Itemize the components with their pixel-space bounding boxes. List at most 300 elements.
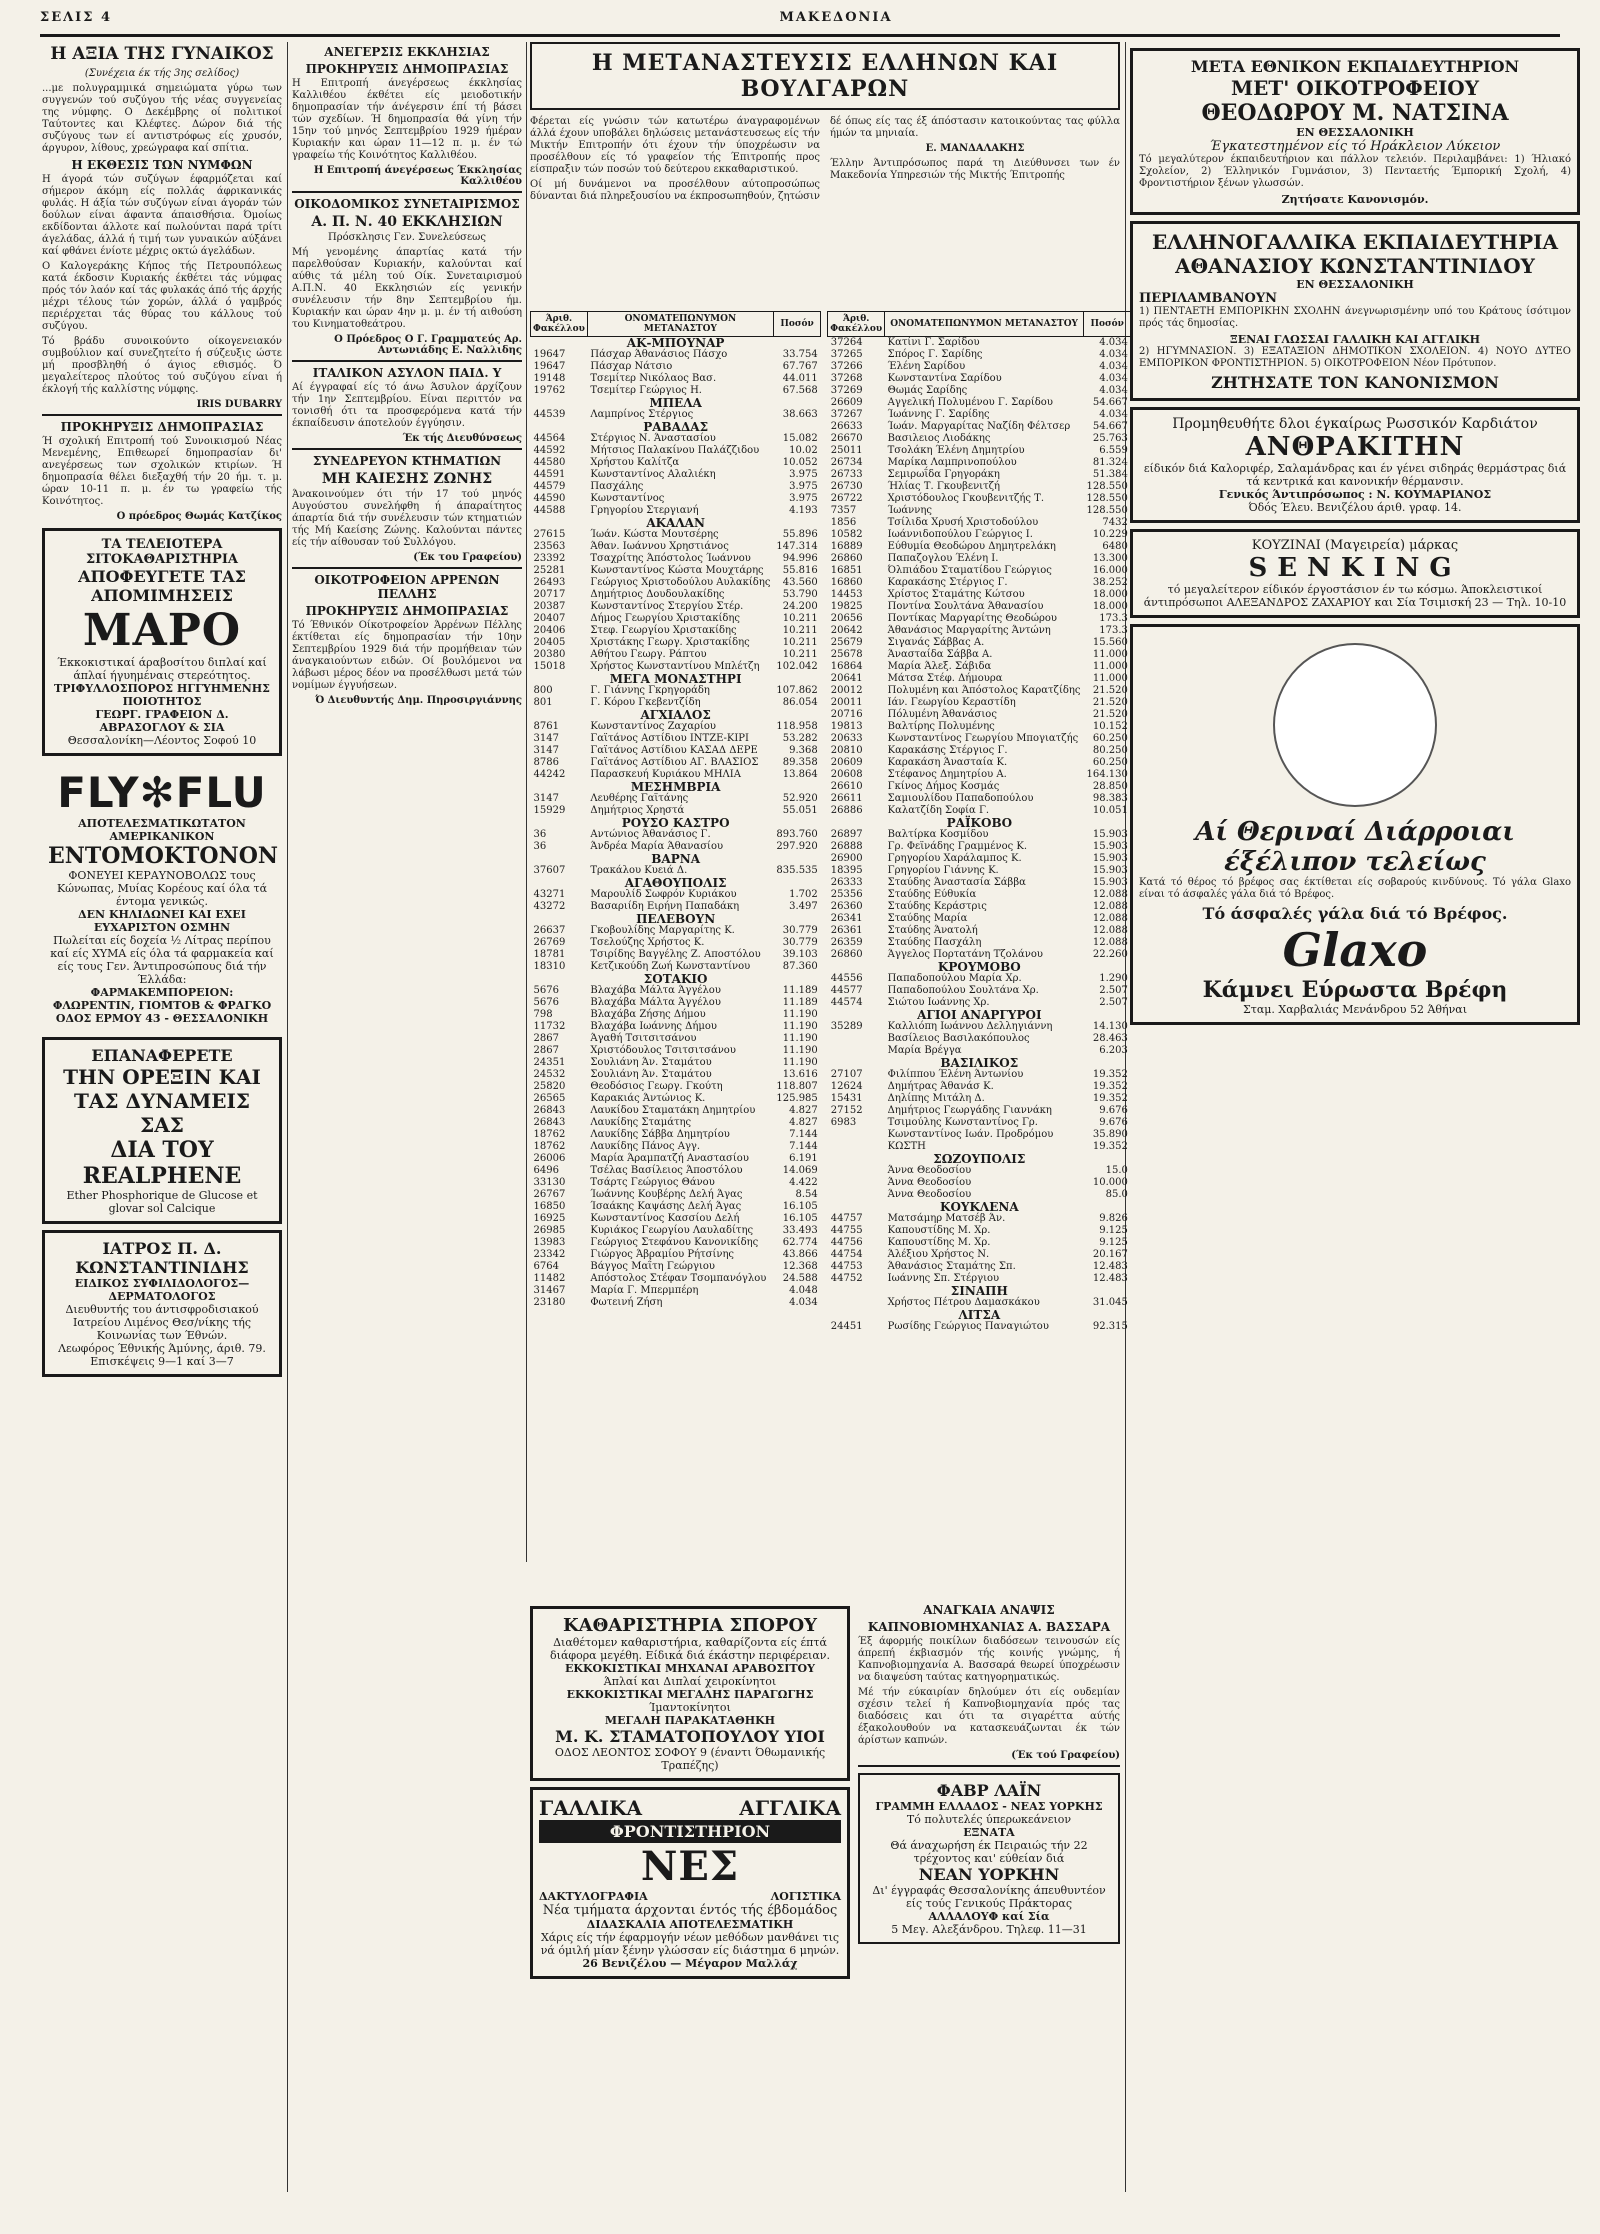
ticket-number: 18310 <box>533 961 566 972</box>
notice-heading: ΟΙΚΟΔΟΜΙΚΟΣ ΣΥΝΕΤΑΙΡΙΣΜΟΣ <box>294 197 520 211</box>
ticket-number: 27615 <box>533 529 566 540</box>
amount: 3.975 <box>789 469 818 480</box>
amount: 19.352 <box>1092 1069 1128 1080</box>
emigrant-name: Δημήτριος Χρηστά <box>590 805 685 816</box>
emigrant-name: Βλαχάβα Ζήσης Δήμου <box>590 1009 706 1020</box>
emigrant-name: Καρακιάς Άντώνιος Κ. <box>590 1093 706 1104</box>
ticket-number: 20641 <box>830 673 863 684</box>
ticket-number: 44757 <box>830 1213 863 1224</box>
amount: 12.368 <box>782 1261 818 1272</box>
amount: 6.191 <box>789 1153 818 1164</box>
ticket-number: 20656 <box>830 613 863 624</box>
town-heading: ΚΟΥΚΛΕΝΑ <box>940 1200 1019 1214</box>
ticket-number: 8761 <box>533 721 559 732</box>
amount: 39.103 <box>782 949 818 960</box>
town-heading: ΣΟΤΑΚΙΟ <box>643 972 708 986</box>
ticket-number: 23563 <box>533 541 566 552</box>
ticket-number: 31467 <box>533 1285 566 1296</box>
ticket-header: Άριθ. Φακέλλου <box>531 312 588 337</box>
ad-senking <box>1130 529 1580 618</box>
emigrant-name: Ίωάννης <box>887 505 932 516</box>
amount: 4.034 <box>1099 385 1128 396</box>
ad-doctor-address: Λεωφόρος Έθνικής Άμύνης, άριθ. 79. Επισκέψεις 9—1 καί 3—7 <box>58 1342 266 1368</box>
amount: 98.383 <box>1092 793 1128 804</box>
emigrant-name: Βλαχάβα Μάλτα Άγγέλου <box>590 997 721 1008</box>
ticket-number: 43272 <box>533 901 566 912</box>
ticket-number: 20011 <box>830 697 863 708</box>
emigrant-name: Κετζικούδη Ζωή Κωνσταντίνου <box>590 961 751 972</box>
table-row <box>531 1141 821 1153</box>
column-4 <box>1130 42 1580 2192</box>
ad-school-subject: ΛΟΓΙΣΤΙΚΑ <box>770 1890 841 1903</box>
article-subtitle: (Συνέχεια έκ τής 3ης σελίδος) <box>84 68 240 79</box>
town-heading: ΒΑΡΝΑ <box>651 852 701 866</box>
emigrant-name: Τσεμίτερ Νικόλαος Βασ. <box>590 373 717 384</box>
emigrant-name: Άγαθή Τσιτσιτσάνου <box>590 1033 697 1044</box>
ticket-number: 16864 <box>830 661 863 672</box>
bottom-right-ads <box>858 1600 1120 2190</box>
emigrant-name: Κωνσταντίνος Στεργίου Στέρ. <box>590 601 744 612</box>
emigrant-name: Άνδρέα Μαρία Άθανασίου <box>590 841 724 852</box>
table-row <box>828 397 1131 409</box>
ad-school-brand: ΝΕΣ <box>640 1843 740 1890</box>
table-row <box>531 685 821 697</box>
notice-text: Τό Έθνικόν Οίκοτροφείον Άρρένων Πέλλης έκτίθεται είς δημοπρασίαν τήν 10ην Σεπτεμβρίου 1929 διά τήν προμήθειαν τών άναγκαιούντων ειδών. Οί βουλόμενοι να λάβωσι μέρος δέον να προσέλθωσι μετά τών νομίμων έγγυήσεων. <box>292 620 522 691</box>
emigrant-name: Πόλυμένη Άθανάσιος <box>887 709 997 720</box>
ticket-number: 44242 <box>533 769 566 780</box>
ad-natsina-school <box>1130 48 1580 215</box>
ticket-number <box>828 1129 885 1141</box>
table-row <box>531 493 821 505</box>
amount: 10.229 <box>1092 529 1128 540</box>
amount: 10.211 <box>782 625 818 636</box>
ticket-number: 44754 <box>830 1249 863 1260</box>
emigrant-name: Καπουστίδης Μ. Χρ. <box>887 1237 991 1248</box>
emigrant-name: Κυριάκος Γεωργίου Λαυλαδίτης <box>590 1225 754 1236</box>
ticket-number: 20012 <box>830 685 863 696</box>
emigrant-name: Ιάν. Γεωργίου Κεραστίδη <box>887 697 1016 708</box>
amount: 89.358 <box>782 757 818 768</box>
amount: 33.754 <box>782 349 818 360</box>
ticket-number: 25820 <box>533 1081 566 1092</box>
ticket-number: 25011 <box>830 445 863 456</box>
ticket-number: 15018 <box>533 661 566 672</box>
ad-glaxo-text: Κατά τό θέρος τό βρέφος σας έκτίθεται είς σοβαρούς κινδύνους. Τό γάλα Glaxo είναι τό άσφαλές γάλα διά τό Βρέφος. <box>1139 877 1571 900</box>
ticket-number: 27107 <box>830 1069 863 1080</box>
table-row <box>531 889 821 901</box>
table-row <box>828 637 1131 649</box>
ticket-number: 20405 <box>533 637 566 648</box>
ad-doctor-spec: ΕΙΔΙΚΟΣ ΣΥΦΙΛΙΔΟΛΟΓΟΣ—ΔΕΡΜΑΤΟΛΟΓΟΣ <box>74 1277 250 1303</box>
emigrant-name: Γκίνος Δήμος Κοσμάς <box>887 781 1000 792</box>
notice-text: Αί έγγραφαί είς τό άνω Άσυλον άρχίζουν τήν 1ην Σεπτεμβρίου. Είναι περιττόν να τονισθή ότι τα προσφερόμενα κατά τήν έκπαίδευσιν άποτελούν έγγύησιν. <box>292 382 522 429</box>
emigrant-name: Εύθυμία Θεοδώρου Δημητρελάκη <box>887 541 1056 552</box>
emigrant-name: Σταύδης Μαρία <box>887 913 968 924</box>
article-subheading: Η ΕΚΘΕΣΙΣ ΤΩΝ ΝΥΜΦΩΝ <box>71 158 253 172</box>
amount: 94.996 <box>782 553 818 564</box>
amount: 3.975 <box>789 493 818 504</box>
table-row <box>531 433 821 445</box>
ticket-number: 20642 <box>830 625 863 636</box>
amount: 118.958 <box>776 721 818 732</box>
ad-flyflu-line: ΦΟΝΕΥΕΙ ΚΕΡΑΥΝΟΒΟΛΩΣ τους Κώνωπας, Μυίας Κορέους καί όλα τά έντομα γενικώς. <box>56 869 268 908</box>
emigrant-name: Λαυκίδης Σταμάτης <box>590 1117 692 1128</box>
ticket-number: 14453 <box>830 589 863 600</box>
emigrant-name: Ιωάννης Σπ. Στέργιου <box>887 1273 1000 1284</box>
emigrant-name: Δημήτρας Άθανάσ Κ. <box>887 1081 994 1092</box>
ticket-number: 7357 <box>830 505 857 516</box>
table-row <box>531 1249 821 1261</box>
ticket-number: 25678 <box>830 649 863 660</box>
table-row <box>531 589 821 601</box>
notice-title: ΜΗ ΚΑΙΕΣΗΣ ΖΩΝΗΣ <box>321 471 493 487</box>
emigrant-name: Σταύδης Άναστασία Σάββα <box>887 877 1026 888</box>
table-row <box>531 925 821 937</box>
table-row <box>531 829 821 841</box>
ad-konst-signature: ΖΗΤΗΣΑΤΕ ΤΟΝ ΚΑΝΟΝΙΣΜΟΝ <box>1211 373 1499 392</box>
ad-seeds-line: ΕΚΚΟΚΙΣΤΙΚΑΙ ΜΕΓΑΛΗΣ ΠΑΡΑΓΩΓΗΣ <box>566 1688 814 1701</box>
ticket-number: 44574 <box>830 997 863 1008</box>
emigrant-name: Τσάρτς Γεώργιος Θάνου <box>590 1177 715 1188</box>
amount: 55.051 <box>782 805 818 816</box>
amount: 893.760 <box>776 829 818 840</box>
ad-maro-brand: ΜΑΡΟ <box>82 605 242 656</box>
amount: 4.034 <box>1099 361 1128 372</box>
amount: 11.189 <box>782 997 818 1008</box>
ticket-number: 44564 <box>533 433 566 444</box>
article-title: Η ΑΞΙΑ ΤΗΣ ΓΥΝΑΙΚΟΣ <box>50 44 274 64</box>
emigrant-name: Πάσχαρ Νάτσιο <box>590 361 673 372</box>
table-row <box>828 913 1131 925</box>
ad-natsina-name: ΘΕΟΔΩΡΟΥ Μ. ΝΑΤΣΙΝΑ <box>1201 100 1509 126</box>
ad-maro-address: Θεσσαλονίκη—Λέοντος Σοφού 10 <box>67 734 257 747</box>
table-row <box>828 373 1131 385</box>
amount: 11.000 <box>1092 673 1128 684</box>
table-row <box>828 901 1131 913</box>
ticket-number: 43271 <box>533 889 566 900</box>
ticket-number: 44577 <box>830 985 863 996</box>
table-row <box>828 613 1131 625</box>
amount: 16.105 <box>782 1213 818 1224</box>
name-header: ΟΝΟΜΑΤΕΠΩΝΥΜΟΝ ΜΕΤΑΝΑΣΤΟΥ <box>885 312 1084 337</box>
emigrant-name: Γιώργος Άβραμίου Ρήτσίνης <box>590 1249 735 1260</box>
table-row <box>828 1081 1131 1093</box>
emigrant-name: Κωνσταντίνα Σαρίδου <box>887 373 1002 384</box>
ticket-number: 12624 <box>830 1081 863 1092</box>
ad-ship-line: Θά άναχωρήση έκ Πειραιώς τήν 22 τρέχοντος και' εύθείαν διά <box>890 1839 1088 1865</box>
ad-flyflu-line: Πωλείται είς δοχεία ½ Λίτρας περίπου καί είς ΧΥΜΑ είς όλα τά φαρμακεία καί είς τους Γεν. Άντιπροσώπους διά τήν Έλλάδα: <box>50 934 274 986</box>
emigrant-name: Χριστάκης Γεωργ. Χριστακίδης <box>590 637 750 648</box>
emigrant-name: Σταύδης Άνατολή <box>887 925 978 936</box>
emigrant-name: Τσίλιδα Χρυσή Χριστοδούλου <box>887 517 1039 528</box>
amount: 15.903 <box>1092 829 1128 840</box>
emigrant-name: Γαϊτάνος Αστίδιου ΑΓ. ΒΛΑΣΙΟΣ <box>590 757 759 768</box>
ad-tobacco-signature: (Έκ τού Γραφείου) <box>1011 1750 1120 1761</box>
notice-text: Άνακοινούμεν ότι τήν 17 τού μηνός Αυγούστου συνελήφθη ή άπαραίτητος άπαρτία διά τήν συνέλευσιν τών κτηματιών τής Μή Καείσης Ζώνης. Καλούνται πάντες είς τήν αίθουσαν τού Συλλόγου. <box>292 489 522 548</box>
ad-konst-text: 1) ΠΕΝΤΑΕΤΗ ΕΜΠΟΡΙΚΗΝ ΣΧΟΛΗΝ άνεγνωρισμένην υπό του Κράτους ίσότιμον πρός τάς δημοσίας. <box>1139 306 1571 329</box>
table-row <box>828 1105 1131 1117</box>
amount: 87.360 <box>782 961 818 972</box>
emigrant-name: Όλπιάδου Σταματίδου Γεώργιος <box>887 565 1052 576</box>
ticket-number: 6983 <box>830 1117 857 1128</box>
emigrant-name: Χρήστου Καλίτζα <box>590 457 680 468</box>
amount: 3.975 <box>789 481 818 492</box>
ad-flyflu-line: ΟΔΟΣ ΕΡΜΟΥ 43 - ΘΕΣΣΑΛΟΝΙΚΗ <box>55 1012 269 1025</box>
amount: 43.560 <box>782 577 818 588</box>
emigrant-name: Στέφανος Δημητρίου Α. <box>887 769 1007 780</box>
ticket-number: 26359 <box>830 937 863 948</box>
table-row <box>531 1273 821 1285</box>
emigrant-name: Τσιμούλης Κωνσταντίνος Γρ. <box>887 1117 1038 1128</box>
ticket-number: 16925 <box>533 1213 566 1224</box>
ad-flyflu-line: ΔΕΝ ΚΗΛΙΔΩΝΕΙ ΚΑΙ ΕΧΕΙ ΕΥΧΑΡΙΣΤΟΝ ΟΣΜΗΝ <box>78 908 246 934</box>
ad-seed-cleaners <box>530 1606 850 1781</box>
table-row <box>828 709 1131 721</box>
town-heading: ΑΓΑΘΟΥΠΟΛΙΣ <box>624 876 727 890</box>
ad-seeds-address: ΟΔΟΣ ΛΕΟΝΤΟΣ ΣΟΦΟΥ 9 (έναντι Όθωμανικής Τραπέζης) <box>554 1746 826 1772</box>
emigration-intro <box>530 116 1120 311</box>
table-row <box>828 877 1131 889</box>
emigrant-name: Μάτσα Στέφ. Δήμουρα <box>887 673 1003 684</box>
table-row <box>828 469 1131 481</box>
emigrant-name: Ματσάμηρ Ματσέβ Άν. <box>887 1213 1006 1224</box>
amount: 15.082 <box>782 433 818 444</box>
ticket-number: 26897 <box>830 829 863 840</box>
amount: 21.520 <box>1092 709 1128 720</box>
amount: 13.300 <box>1092 553 1128 564</box>
emigrant-name: Ίωάννης Κουβέρης Δελή Άγας <box>590 1189 743 1200</box>
ad-ship-title: ΦΑΒΡ ΛΑΪΝ <box>936 1781 1042 1800</box>
table-row <box>828 409 1131 421</box>
amount: 60.250 <box>1092 757 1128 768</box>
amount: 16.000 <box>1092 565 1128 576</box>
ticket-number: 37267 <box>830 409 863 420</box>
emigrant-name: ΚΩΣΤΗ <box>887 1141 926 1152</box>
ticket-number: 20716 <box>830 709 863 720</box>
table-row <box>828 781 1131 793</box>
amount: 67.568 <box>782 385 818 396</box>
emigrant-name: Χρίστος Σταμάτης Κώτσου <box>887 589 1025 600</box>
table-row <box>531 1153 821 1165</box>
column-2 <box>292 42 522 1192</box>
ticket-number: 20633 <box>830 733 863 744</box>
table-row <box>828 1033 1131 1045</box>
emigrant-name: Βλαχάβα Ιωάννης Δήμου <box>590 1021 717 1032</box>
ticket-number: 3147 <box>533 733 559 744</box>
newspaper-name: ΜΑΚΕΔΟΝΙΑ <box>779 10 893 25</box>
amount: 22.260 <box>1092 949 1128 960</box>
amount: 55.896 <box>782 529 818 540</box>
column-3 <box>530 42 1128 1562</box>
ticket-number: 15929 <box>533 805 566 816</box>
emigrant-name: Λευθέρης Γαϊτάνης <box>590 793 689 804</box>
ticket-number: 26633 <box>830 421 863 432</box>
masthead <box>40 10 1560 37</box>
table-row <box>531 637 821 649</box>
ad-school-lang: ΓΑΛΛΙΚΑ <box>539 1796 643 1820</box>
emigrant-name: Θωμάς Σαρίδης <box>887 385 968 396</box>
amount: 13.864 <box>782 769 818 780</box>
ticket-number: 13983 <box>533 1237 566 1248</box>
ad-tobacco-text: Μέ τήν εύκαιρίαν δηλούμεν ότι είς ουδεμίαν σχέσιν τελεί ή Καπνοβιομηχανία πρός τας διαδόσεις και ότι τα σιγαρέττα αύτής έξακολουθούν να κατασκευάζωνται έκ τών άρίστων καπνών. <box>858 1687 1120 1746</box>
amount: 35.890 <box>1092 1129 1128 1140</box>
ad-natsina-top: ΜΕΤΑ ΕΘΝΙΚΟΝ ΕΚΠΑΙΔΕΥΤΗΡΙΟΝ <box>1190 57 1520 76</box>
ticket-number: 26843 <box>533 1105 566 1116</box>
amount: 6.203 <box>1099 1045 1128 1056</box>
amount: 11.190 <box>782 1021 818 1032</box>
ticket-number: 26985 <box>533 1225 566 1236</box>
table-row <box>531 1045 821 1057</box>
article-paragraph: ...με πολυγραμμικά σημειώματα γύρω των συγγενών τού συζύγου τής νέας συγγενείας της νύμφης. Ο Δεκέμβρης οί πολιτικοί Ταύτοντες και Κλέφτες. Δώρον διά τής συζύγους των εί αντιστρόφως είς χρυσόν, άργυρον, λίθους, χρεώγραφα καί σπίτια. <box>42 83 282 154</box>
amount: 173.3 <box>1099 625 1128 636</box>
ticket-number: 20810 <box>830 745 863 756</box>
emigrant-name: Στεφ. Γεωργίου Χριστακίδης <box>590 625 737 636</box>
amount: 6.559 <box>1099 445 1128 456</box>
emigrant-name: Δηλίπης Μιτάλη Δ. <box>887 1093 985 1104</box>
emigrant-name: Ρωσίδης Γεώργιος Παναγιώτου <box>887 1321 1049 1332</box>
ad-seeds-line: Άπλαί και Διπλαί χειροκίνητοι <box>603 1675 777 1688</box>
notice-heading: ΟΙΚΟΤΡΟΦΕΙΟΝ ΑΡΡΕΝΩΝ ΠΕΛΛΗΣ <box>314 573 500 601</box>
ticket-number: 20609 <box>830 757 863 768</box>
emigrant-name: Μαρία Άραμπατζή Αναστασίου <box>590 1153 749 1164</box>
amount: 11.189 <box>782 985 818 996</box>
amount: 43.866 <box>782 1249 818 1260</box>
emigrant-name: Γ. Κόρου Γκεβεντζίδη <box>590 697 701 708</box>
emigrant-name: Καρακάσης Στέργιος Γ. <box>887 745 1008 756</box>
ticket-number: 26888 <box>830 841 863 852</box>
amount: 12.088 <box>1092 925 1128 936</box>
notice-text: Η Επιτροπή άνεγέρσεως έκκλησίας Καλλιθέου έκθέτει είς μειοδοτικήν δημοπρασίαν τήν άνέγερσιν έπί τή βάσει τών σχεδίων. Ή δημοπρασία θά γίνη τήν 15ην τού μηνός Σεπτεμβρίου 1929 ήμέραν Κυριακήν και ώραν 11—12 π. μ. έν τώ γραφείω τής Κοινότητος Καλλιθέου. <box>292 78 522 161</box>
emigrant-name: Τσιρίδης Βαγγέλης Ζ. Αποστόλου <box>590 949 761 960</box>
ticket-number: 23392 <box>533 553 566 564</box>
emigrant-name: Κωνσταντίνος Αλαλιέκη <box>590 469 716 480</box>
emigrant-name: Λαυκίδης Σάββα Δημητρίου <box>590 1129 730 1140</box>
emigrant-name: Τσεμίτερ Γεώργιος Η. <box>590 385 702 396</box>
ad-seeds-company: Μ. Κ. ΣΤΑΜΑΤΟΠΟΥΛΟΥ ΥΙΟΙ <box>555 1727 825 1746</box>
notice-text: Μή γενομένης άπαρτίας κατά τήν παρελθούσαν Κυριακήν, καλούνται καί αύθις τά μέλη τού Οίκ. Συνεταιρισμού Α.Π.Ν. 40 Εκκλησιών είς γενικήν συνέλευσιν τήν 8ην Σεπτεμβρίου ήμ. Κυριακήν και ώραν 4ην μ. μ. έν τή αιθούση του Κινηματοθεάτρου. <box>292 247 522 330</box>
emigrant-name: Κωνσταντίνος Κώστα Μουχτάρης <box>590 565 764 576</box>
amount: 4.422 <box>789 1177 818 1188</box>
table-row <box>828 733 1131 745</box>
table-row <box>531 565 821 577</box>
ticket-number: 26565 <box>533 1093 566 1104</box>
emigrant-name: Φωτεινή Ζήση <box>590 1297 663 1308</box>
amount: 53.282 <box>782 733 818 744</box>
ticket-number: 44755 <box>830 1225 863 1236</box>
table-row <box>828 361 1131 373</box>
ticket-number: 44756 <box>830 1237 863 1248</box>
amount: 44.011 <box>782 373 818 384</box>
ad-senking-brand: SENKING <box>1248 553 1462 583</box>
emigrant-name: Δήμος Γεωργίου Χριστακίδης <box>590 613 741 624</box>
amount: 15.903 <box>1092 853 1128 864</box>
emigrant-name: Γαϊτάνος Αστίδιου ΙΝΤΖΕ-ΚΙΡΙ <box>590 733 749 744</box>
table-row <box>531 985 821 997</box>
amount: 18.000 <box>1092 601 1128 612</box>
ticket-number: 44588 <box>533 505 566 516</box>
table-row <box>828 1069 1131 1081</box>
table-row <box>828 865 1131 877</box>
emigrant-name: Κωνσταντίνος <box>590 493 665 504</box>
amount: 11.190 <box>782 1009 818 1020</box>
ticket-number: 44753 <box>830 1261 863 1272</box>
emigrant-name: Έλένη Σαρίδου <box>887 361 966 372</box>
ticket-number: 23180 <box>533 1297 566 1308</box>
table-row <box>531 745 821 757</box>
ticket-number: 26843 <box>533 1117 566 1128</box>
table-row <box>828 421 1131 433</box>
notice-text: Ή σχολική Επιτροπή τού Συνοικισμού Νέας Μενεμένης, Επιθεωρεί δημοπρασίαν δι' ανεγέρσεως των σχολικών κτιρίων. Ή δημοπρασία θέλει διεξαχθή τήν 20 ήμ. τ. μ. ώραν 10-11 π. μ. έν τω γραφείω τής Κοινότητος. <box>42 436 282 507</box>
notice-signature: (Έκ του Γραφείου) <box>413 552 522 563</box>
ticket-number: 33130 <box>533 1177 566 1188</box>
ad-ship-address: 5 Μεγ. Αλεξάνδρου. Τηλεφ. 11—31 <box>891 1923 1087 1936</box>
table-row <box>531 757 821 769</box>
table-row <box>531 1009 821 1021</box>
amount: 30.779 <box>782 925 818 936</box>
ticket-number: 26361 <box>830 925 863 936</box>
amount: 125.985 <box>776 1093 818 1104</box>
amount: 11.190 <box>782 1033 818 1044</box>
amount: 10.000 <box>1092 1177 1128 1188</box>
town-heading: ΑΚΑΛΑΝ <box>646 516 705 530</box>
ad-natsina-signature: Ζητήσατε Κανονισμόν. <box>1281 193 1429 206</box>
intro-paragraph: Φέρεται είς γνώσιν τών κατωτέρω άναγραφομένων άλλά έχουν υποβάλει δηλώσεις μετανάστευσεως είς τήν Μικτήν Επιτροπήν ότι έχουν τήν ύποχρέωσιν να προσέλθουν είς τό γραφείον τής Έπιτροπής προς είσπραξιν τών ποσών τού δεύτερου εκκαθαριστικού. <box>530 116 820 175</box>
table-row <box>531 1129 821 1141</box>
ad-tobacco-title: ΚΑΠΝΟΒΙΟΜΗΧΑΝΙΑΣ Α. ΒΑΣΣΑΡΑ <box>867 1620 1111 1634</box>
emigrant-name: Παρασκευή Κυριάκου ΜΗΛΙΑ <box>590 769 741 780</box>
table-row <box>828 1165 1131 1177</box>
ticket-number: 20407 <box>533 613 566 624</box>
amount: 81.324 <box>1092 457 1128 468</box>
amount: 11.000 <box>1092 661 1128 672</box>
table-row <box>531 601 821 613</box>
ticket-number: 15431 <box>830 1093 863 1104</box>
ad-flyflu-brand: FLY✻FLU <box>57 768 267 817</box>
ad-fabre-line <box>858 1773 1120 1944</box>
amount: 11.190 <box>782 1057 818 1068</box>
amount: 7.144 <box>789 1141 818 1152</box>
table-row <box>828 589 1131 601</box>
ticket-number: 16850 <box>533 1201 566 1212</box>
amount: 13.616 <box>782 1069 818 1080</box>
amount: 1.290 <box>1099 973 1128 984</box>
emigrant-name: Άννα Θεοδοσίου <box>887 1165 972 1176</box>
emigrant-name: Σιώτου Ιωάννης Χρ. <box>887 997 990 1008</box>
ad-anthracite <box>1130 407 1580 523</box>
amount: 24.588 <box>782 1273 818 1284</box>
emigrant-name: Ποντίκας Μαργαρίτης Θεοδώρου <box>887 613 1057 624</box>
amount: 102.042 <box>776 661 818 672</box>
amount: 20.167 <box>1092 1249 1128 1260</box>
emigrant-name: Γρηγορίου Χαράλαμπος Κ. <box>887 853 1022 864</box>
ticket-number: 26860 <box>830 553 863 564</box>
ticket-number: 2867 <box>533 1033 559 1044</box>
ad-maro-heading: ΤΑ ΤΕΛΕΙΟΤΕΡΑ ΣΙΤΟΚΑΘΑΡΙΣΤΗΡΙΑ <box>85 537 238 567</box>
intro-signature: Ε. ΜΑΝΔΑΛΑΚΗΣ <box>925 143 1025 154</box>
table-row <box>828 673 1131 685</box>
town-heading: ΡΑΪΚΟΒΟ <box>946 816 1013 830</box>
emigrant-name: Μαρουλίδ Σωφρόν Κυριάκου <box>590 889 737 900</box>
ad-realphene-top: ΕΠΑΝΑΦΕΡΕΤΕ <box>91 1046 233 1065</box>
emigrant-name: Καλλιόπη Ιωάννου Δελληγιάννη <box>887 1021 1053 1032</box>
ticket-number: 23342 <box>533 1249 566 1260</box>
table-row <box>828 793 1131 805</box>
emigrant-name: Γρηγορίου Στεργιανή <box>590 505 699 516</box>
ticket-number: 24532 <box>533 1069 566 1080</box>
ticket-number: 35289 <box>830 1021 863 1032</box>
ad-doctor-text: Διευθυντής του άντισφροδισιακού Ιατρείου Λιμένος Θεσ/νίκης τής Κοινωνίας των Έθνών. <box>65 1303 259 1342</box>
emigrant-name: Γκοβουλίδης Μαργαρίτης Κ. <box>590 925 735 936</box>
